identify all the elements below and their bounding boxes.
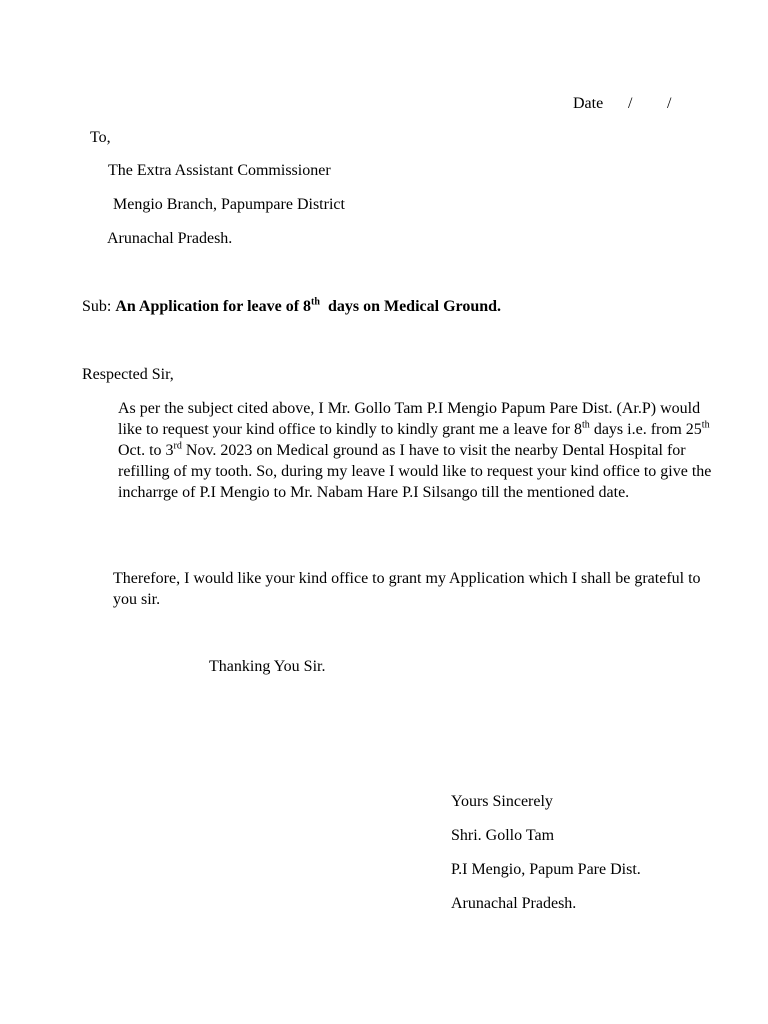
recipient-to: To, xyxy=(90,129,111,146)
date-label: Date xyxy=(573,95,604,112)
closing-line-2: Shri. Gollo Tam xyxy=(451,827,555,844)
greeting: Respected Sir, xyxy=(82,366,174,383)
body-p1-sup-1: th xyxy=(582,419,590,431)
recipient-line-3: Arunachal Pradesh. xyxy=(107,230,233,247)
subject-line xyxy=(82,297,501,317)
date-separator-1: / xyxy=(628,95,633,112)
recipient-line-2: Mengio Branch, Papumpare District xyxy=(113,196,345,213)
body-p1-part-d: Nov. 2023 on Medical ground as I have to visit the nearby Dental Hospital for refilling of my tooth. So, during my leave I would like to request your kind office to give the incharrge of P.I Mengio to Mr. Nabam Hare P.I Silsango till the mentioned date. xyxy=(118,442,712,501)
body-p1-part-b: days i.e. from 25 xyxy=(589,421,702,438)
subject-text-b: days on Medical Ground. xyxy=(327,298,502,315)
body-p1-sup-3: rd xyxy=(173,440,182,452)
subject-text xyxy=(115,298,501,315)
closing-line-4: Arunachal Pradesh. xyxy=(451,895,577,912)
closing-line-3: P.I Mengio, Papum Pare Dist. xyxy=(451,861,641,878)
body-paragraph-1 xyxy=(82,398,722,503)
subject-prefix: Sub: xyxy=(82,298,112,315)
body-p1-part-a: As per the subject cited above, I Mr. Gollo Tam P.I Mengio Papum Pare Dist. (Ar.P) would like to request your kind office to kindly to kindly grant me a leave for 8 xyxy=(118,400,701,438)
closing-line-1: Yours Sincerely xyxy=(451,793,553,810)
body-p1-sup-2: th xyxy=(701,419,710,431)
date-separator-2: / xyxy=(667,95,672,112)
recipient-line-1: The Extra Assistant Commissioner xyxy=(108,162,331,179)
subject-superscript: th xyxy=(311,296,320,308)
body-paragraph-2: Therefore, I would like your kind office to grant my Application which I shall be grateful to you sir. xyxy=(113,570,701,608)
body-p1-part-c: Oct. to 3 xyxy=(118,442,174,459)
thanks-line: Thanking You Sir. xyxy=(209,658,326,675)
subject-text-a: An Application for leave of 8 xyxy=(115,298,312,315)
